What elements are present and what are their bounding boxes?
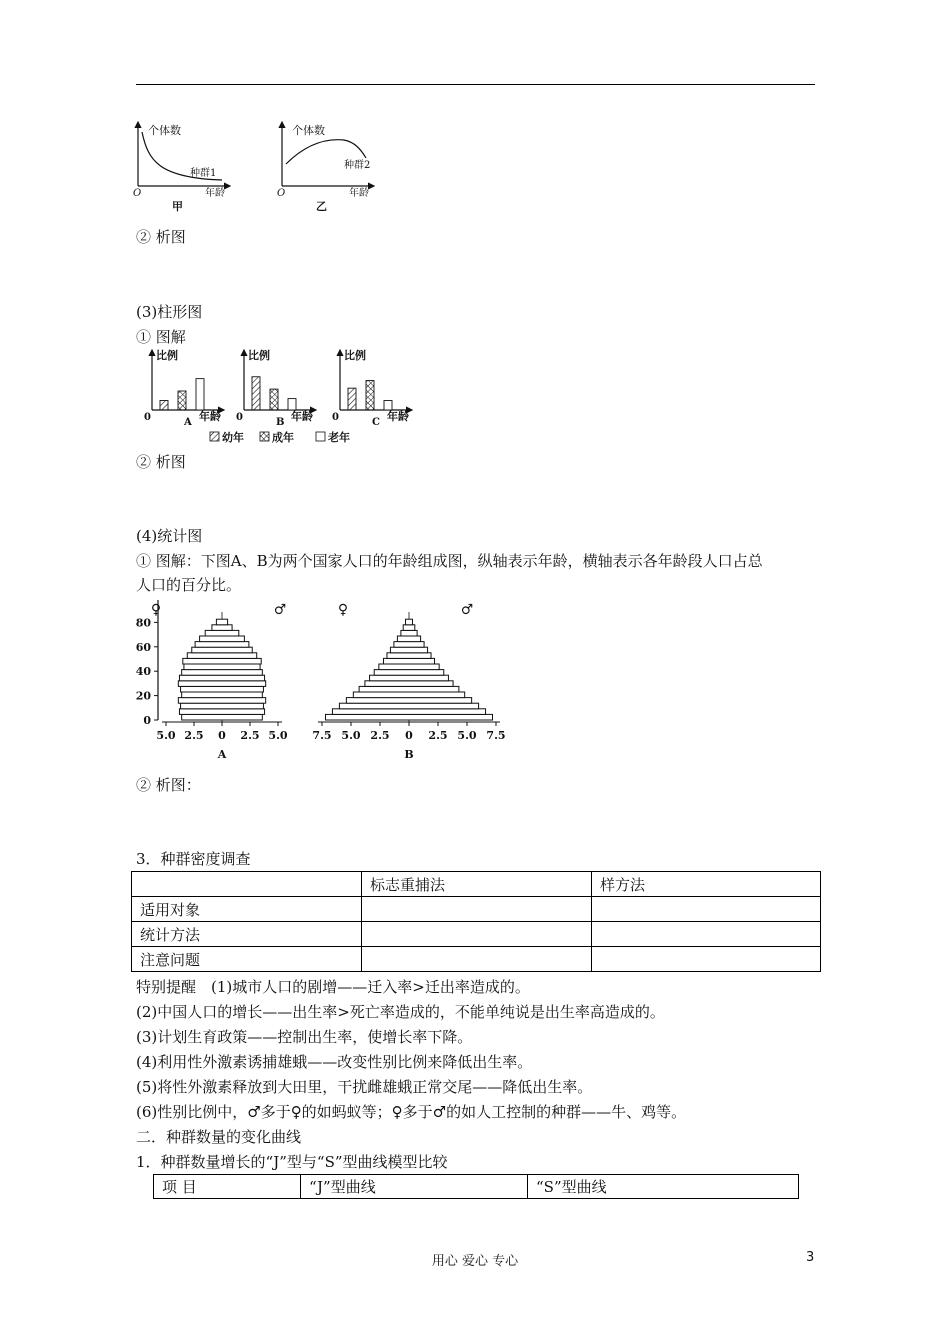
stat-section-title: (4)统计图 — [136, 527, 203, 545]
legend-swatch-old — [316, 432, 325, 441]
panel-label: C — [372, 417, 380, 428]
pyramid-bar — [403, 625, 415, 631]
male-symbol: ♂ — [273, 602, 287, 618]
pyramid-bar — [374, 670, 444, 676]
curve-analysis: ② 析图 — [136, 228, 186, 246]
pyramid-bar — [216, 619, 227, 625]
table-header: “J”型曲线 — [301, 1175, 528, 1199]
panel-label-yi: 乙 — [316, 200, 327, 213]
panel-label: A — [184, 417, 192, 428]
density-survey-table — [131, 871, 821, 972]
pyramid-bar — [370, 675, 449, 681]
curve-panel-jia — [133, 122, 230, 213]
pyramid-bar — [383, 658, 434, 664]
x-tick-label: 2.5 — [184, 729, 204, 742]
pyramid-bar — [365, 681, 453, 687]
bar-a-1 — [178, 391, 186, 410]
legend-old: 老年 — [328, 431, 350, 444]
note-line: (6)性别比例中，♂多于♀的如蚂蚁等；♀多于♂的如人工控制的种群——牛、鸡等。 — [136, 1103, 687, 1121]
y-axis-label: 比例 — [344, 349, 366, 362]
origin-label: 0 — [144, 412, 151, 423]
footer-motto: 用心 爱心 专心 — [431, 1254, 519, 1269]
x-tick-label: 5.0 — [457, 729, 477, 742]
origin-label: 0 — [236, 412, 243, 423]
pyramid-bar — [353, 692, 464, 698]
stat-illustration-line1: ① 图解：下图A、B为两个国家人口的年龄组成图，纵轴表示年龄，横轴表示各年龄段人口占总 — [136, 552, 763, 570]
pyramid-label: A — [217, 748, 227, 761]
table-header: “S”型曲线 — [528, 1175, 799, 1199]
x-tick-label: 2.5 — [240, 729, 260, 742]
pyramid-bar — [182, 714, 263, 720]
x-axis-label: 年龄 — [387, 410, 409, 423]
y-tick-label: 80 — [135, 616, 151, 630]
bar-c-0 — [348, 388, 356, 410]
bar-legend — [210, 430, 350, 444]
table-header: 项 目 — [154, 1175, 301, 1199]
origin-label: 0 — [332, 412, 339, 423]
curve-figure — [130, 118, 380, 214]
x-axis-label: 年龄 — [205, 188, 225, 199]
legend-adult: 成年 — [272, 431, 294, 444]
table-header: 样方法 — [592, 872, 821, 897]
pyramid-bar — [178, 681, 265, 687]
bar-analysis: ② 析图 — [136, 453, 186, 471]
female-symbol: ♀ — [337, 602, 349, 618]
curve-compare-table — [153, 1174, 799, 1199]
y-tick-label: 40 — [135, 665, 151, 679]
table-row-label: 适用对象 — [132, 897, 362, 922]
section3-title: 3．种群密度调查 — [136, 850, 251, 868]
bar-b-1 — [270, 389, 278, 410]
pyramid-bar — [379, 664, 439, 670]
table-row-label: 统计方法 — [132, 922, 362, 947]
bar-panel-b — [236, 348, 316, 428]
pyramid-bar — [212, 625, 232, 631]
pyramid-bar — [390, 647, 427, 653]
legend-swatch-adult — [260, 432, 269, 441]
x-tick-label: 2.5 — [370, 729, 390, 742]
note-line: 特别提醒 (1)城市人口的剧增——迁入率>迁出率造成的。 — [136, 978, 530, 996]
y-axis-label: 比例 — [248, 349, 270, 362]
x-tick-label: 5.0 — [156, 729, 176, 742]
note-line: (5)将性外激素释放到大田里，干扰雌雄蛾正常交尾——降低出生率。 — [136, 1078, 593, 1096]
curve-label-2: 种群2 — [344, 160, 371, 171]
table-row — [132, 897, 821, 922]
pyramid-bar — [394, 642, 424, 648]
note-line: (4)利用性外激素诱捕雄蛾——改变性别比例来降低出生率。 — [136, 1053, 533, 1071]
legend-young: 幼年 — [222, 431, 244, 444]
page-number: 3 — [806, 1250, 815, 1265]
section-two-title: 二．种群数量的变化曲线 — [136, 1128, 302, 1146]
y-tick-label: 60 — [135, 640, 151, 654]
pyramid-bar — [184, 664, 260, 670]
bar-c-2 — [384, 401, 392, 411]
x-axis-label: 年龄 — [199, 410, 221, 423]
male-symbol: ♂ — [460, 602, 474, 618]
table-cell — [132, 872, 362, 897]
pyramid-bar — [183, 658, 261, 664]
x-tick-label: 7.5 — [312, 729, 332, 742]
curve-label-1: 种群1 — [190, 168, 217, 179]
x-tick-label: 0 — [218, 729, 226, 742]
bar-illustration: ① 图解 — [136, 328, 186, 346]
x-tick-label: 7.5 — [486, 729, 506, 742]
pyramid-bar — [179, 709, 264, 715]
pyramid-figure — [132, 598, 512, 768]
y-tick-label: 20 — [135, 689, 151, 703]
pyramid-bar — [205, 630, 239, 636]
origin-label: O — [277, 188, 286, 199]
table-header: 标志重捕法 — [362, 872, 592, 897]
header-rule — [136, 84, 815, 85]
y-axis-label: 个体数 — [292, 124, 325, 137]
pyramid-bar — [192, 647, 252, 653]
pyramid-bar — [346, 698, 471, 704]
bar-b-0 — [252, 377, 260, 410]
x-axis-label: 年龄 — [291, 410, 313, 423]
pyramid-bar — [339, 703, 478, 709]
bar-a-0 — [160, 401, 168, 411]
x-tick-label: 2.5 — [428, 729, 448, 742]
table-row — [132, 922, 821, 947]
y-axis-label: 个体数 — [148, 124, 181, 137]
pyramid-bar — [387, 653, 431, 659]
bar-panel-c — [332, 348, 412, 428]
pyramid-bar — [195, 642, 249, 648]
pyramid-bar — [332, 709, 485, 715]
pyramid-bar — [200, 636, 245, 642]
bar-section-title: (3)柱形图 — [136, 303, 203, 321]
pyramid-bar — [179, 675, 264, 681]
pyramid-a — [136, 600, 288, 761]
pyramid-bar — [182, 692, 263, 698]
bar-c-1 — [366, 381, 374, 410]
pyramid-bar — [181, 686, 264, 692]
pyramid-bar — [397, 636, 420, 642]
table-row — [132, 872, 821, 897]
x-axis-label: 年龄 — [349, 188, 369, 199]
panel-label: B — [276, 417, 285, 428]
x-tick-label: 5.0 — [268, 729, 288, 742]
pyramid-bar — [187, 653, 256, 659]
stat-analysis: ② 析图： — [136, 776, 201, 794]
pyramid-bar — [406, 619, 413, 625]
pyramid-bar — [359, 686, 459, 692]
note-line: (3)计划生育政策——控制出生率，使增长率下降。 — [136, 1028, 473, 1046]
pyramid-bar — [178, 698, 265, 704]
bar-b-2 — [288, 399, 296, 410]
y-tick-label: 0 — [143, 714, 151, 727]
origin-label: O — [133, 188, 142, 199]
x-tick-label: 5.0 — [341, 729, 361, 742]
x-tick-label: 0 — [405, 729, 413, 742]
note-line: (2)中国人口的增长——出生率>死亡率造成的，不能单纯说是出生率高造成的。 — [136, 1003, 665, 1021]
pyramid-bar — [325, 714, 492, 720]
pyramid-bar — [182, 670, 263, 676]
panel-label-jia: 甲 — [172, 200, 183, 213]
bar-panel-a — [144, 348, 224, 428]
legend-swatch-young — [210, 432, 219, 441]
bar-figure — [138, 346, 418, 446]
table-row-label: 注意问题 — [132, 947, 362, 972]
section-two-subtitle: 1．种群数量增长的“J”型与“S”型曲线模型比较 — [136, 1153, 448, 1171]
table-row — [132, 947, 821, 972]
pyramid-b — [312, 602, 505, 761]
y-axis-label: 比例 — [156, 349, 178, 362]
table-row — [154, 1175, 799, 1199]
pyramid-bar — [401, 630, 417, 636]
stat-illustration-line2: 人口的百分比。 — [136, 576, 242, 594]
pyramid-bar — [181, 703, 264, 709]
female-symbol: ♀ — [150, 602, 162, 618]
bar-a-2 — [196, 379, 204, 410]
pyramid-label: B — [404, 748, 414, 761]
curve-panel-yi — [277, 122, 374, 213]
